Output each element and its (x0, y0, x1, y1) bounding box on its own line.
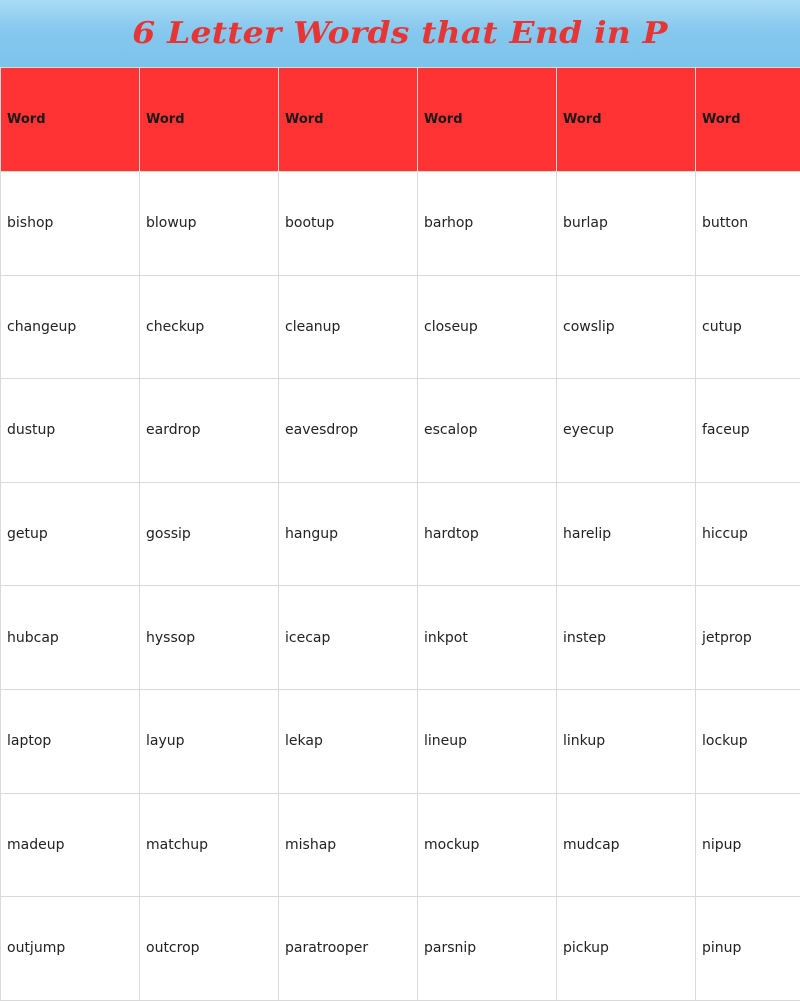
word-cell: lekap (279, 689, 418, 793)
word-cell: faceup (696, 379, 800, 483)
word-cell: bishop (1, 172, 140, 276)
word-cell: hyssop (140, 586, 279, 690)
word-cell: inkpot (418, 586, 557, 690)
table-header-row (1, 68, 800, 172)
table-row (1, 793, 800, 897)
word-cell: jetprop (696, 586, 800, 690)
word-cell: checkup (140, 275, 279, 379)
word-cell: mockup (418, 793, 557, 897)
table-row (1, 586, 800, 690)
word-cell: layup (140, 689, 279, 793)
word-cell: gossip (140, 482, 279, 586)
word-cell: outcrop (140, 897, 279, 1001)
word-cell: linkup (557, 689, 696, 793)
word-cell: escalop (418, 379, 557, 483)
table-row (1, 689, 800, 793)
word-cell: lineup (418, 689, 557, 793)
word-cell: eavesdrop (279, 379, 418, 483)
word-cell: blowup (140, 172, 279, 276)
word-cell: eardrop (140, 379, 279, 483)
word-cell: instep (557, 586, 696, 690)
word-cell: eyecup (557, 379, 696, 483)
column-header: Word (140, 68, 279, 172)
word-cell: bootup (279, 172, 418, 276)
word-cell: barhop (418, 172, 557, 276)
word-cell: cleanup (279, 275, 418, 379)
column-header: Word (696, 68, 800, 172)
word-cell: hangup (279, 482, 418, 586)
page-title: 6 Letter Words that End in P (0, 17, 800, 47)
word-cell: hubcap (1, 586, 140, 690)
title-banner (0, 0, 800, 67)
table-row (1, 897, 800, 1001)
word-cell: pinup (696, 897, 800, 1001)
column-header: Word (418, 68, 557, 172)
word-cell: mudcap (557, 793, 696, 897)
word-cell: laptop (1, 689, 140, 793)
column-header: Word (279, 68, 418, 172)
word-cell: outjump (1, 897, 140, 1001)
column-header: Word (1, 68, 140, 172)
table-row (1, 275, 800, 379)
word-cell: getup (1, 482, 140, 586)
word-cell: hardtop (418, 482, 557, 586)
word-cell: harelip (557, 482, 696, 586)
word-cell: madeup (1, 793, 140, 897)
word-cell: pickup (557, 897, 696, 1001)
word-table (0, 67, 800, 1001)
word-cell: cutup (696, 275, 800, 379)
word-cell: paratrooper (279, 897, 418, 1001)
word-cell: mishap (279, 793, 418, 897)
word-cell: button (696, 172, 800, 276)
word-cell: hiccup (696, 482, 800, 586)
word-cell: icecap (279, 586, 418, 690)
word-cell: dustup (1, 379, 140, 483)
word-cell: closeup (418, 275, 557, 379)
table-row (1, 172, 800, 276)
column-header: Word (557, 68, 696, 172)
word-cell: parsnip (418, 897, 557, 1001)
word-cell: lockup (696, 689, 800, 793)
word-cell: nipup (696, 793, 800, 897)
word-cell: changeup (1, 275, 140, 379)
word-cell: matchup (140, 793, 279, 897)
table-row (1, 482, 800, 586)
word-cell: burlap (557, 172, 696, 276)
word-cell: cowslip (557, 275, 696, 379)
table-row (1, 379, 800, 483)
